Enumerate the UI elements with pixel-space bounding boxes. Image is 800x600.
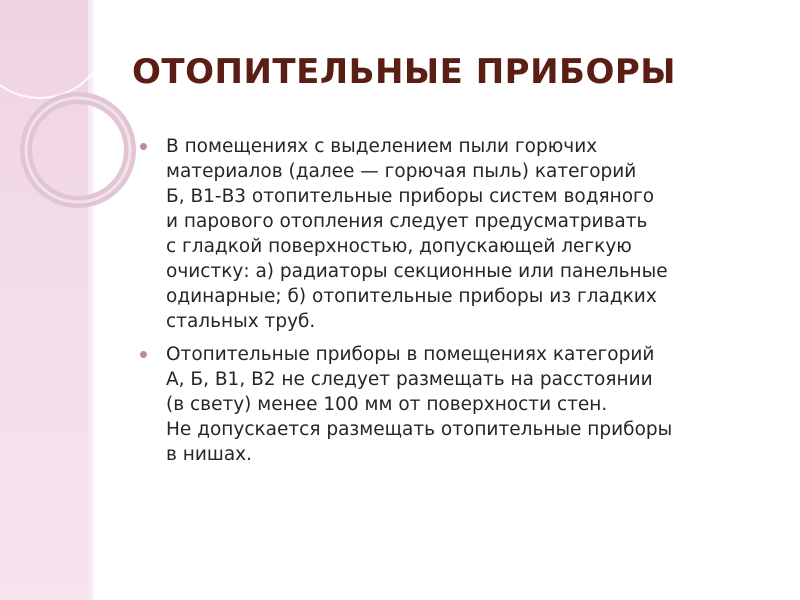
bullet-line: в нишах. (166, 444, 252, 465)
bullet-line: материалов (далее — горючая пыль) категорий (166, 161, 637, 182)
bullet-line: Не допускается размещать отопительные приборы (166, 419, 673, 440)
bullet-line: А, Б, В1, В2 не следует размещать на расстоянии (166, 369, 653, 390)
bullet-line: Б, В1-В3 отопительные приборы систем водяного (166, 186, 655, 207)
decorative-circles (0, 0, 140, 260)
bullet-line: Отопительные приборы в помещениях категорий (166, 344, 655, 365)
bullet-list (138, 134, 768, 475)
bullet-line: (в свету) менее 100 мм от поверхности стен. (166, 394, 608, 415)
slide-title: ОТОПИТЕЛЬНЫЕ ПРИБОРЫ (132, 52, 677, 92)
bullet-item (138, 134, 768, 334)
bullet-dot-icon (140, 143, 147, 150)
bullet-line: и парового отопления следует предусматривать (166, 211, 648, 232)
bullet-dot-icon (140, 351, 147, 358)
bullet-line: стальных труб. (166, 311, 316, 332)
bullet-line: В помещениях с выделением пыли горючих (166, 136, 598, 157)
bullet-line: очистку: а) радиаторы секционные или панельные (166, 261, 668, 282)
ring-highlight (26, 98, 130, 202)
bullet-line: с гладкой поверхностью, допускающей легкую (166, 236, 632, 257)
large-circle-outline (0, 0, 108, 98)
bullet-item (138, 342, 768, 467)
bullet-line: одинарные; б) отопительные приборы из гладких (166, 286, 657, 307)
